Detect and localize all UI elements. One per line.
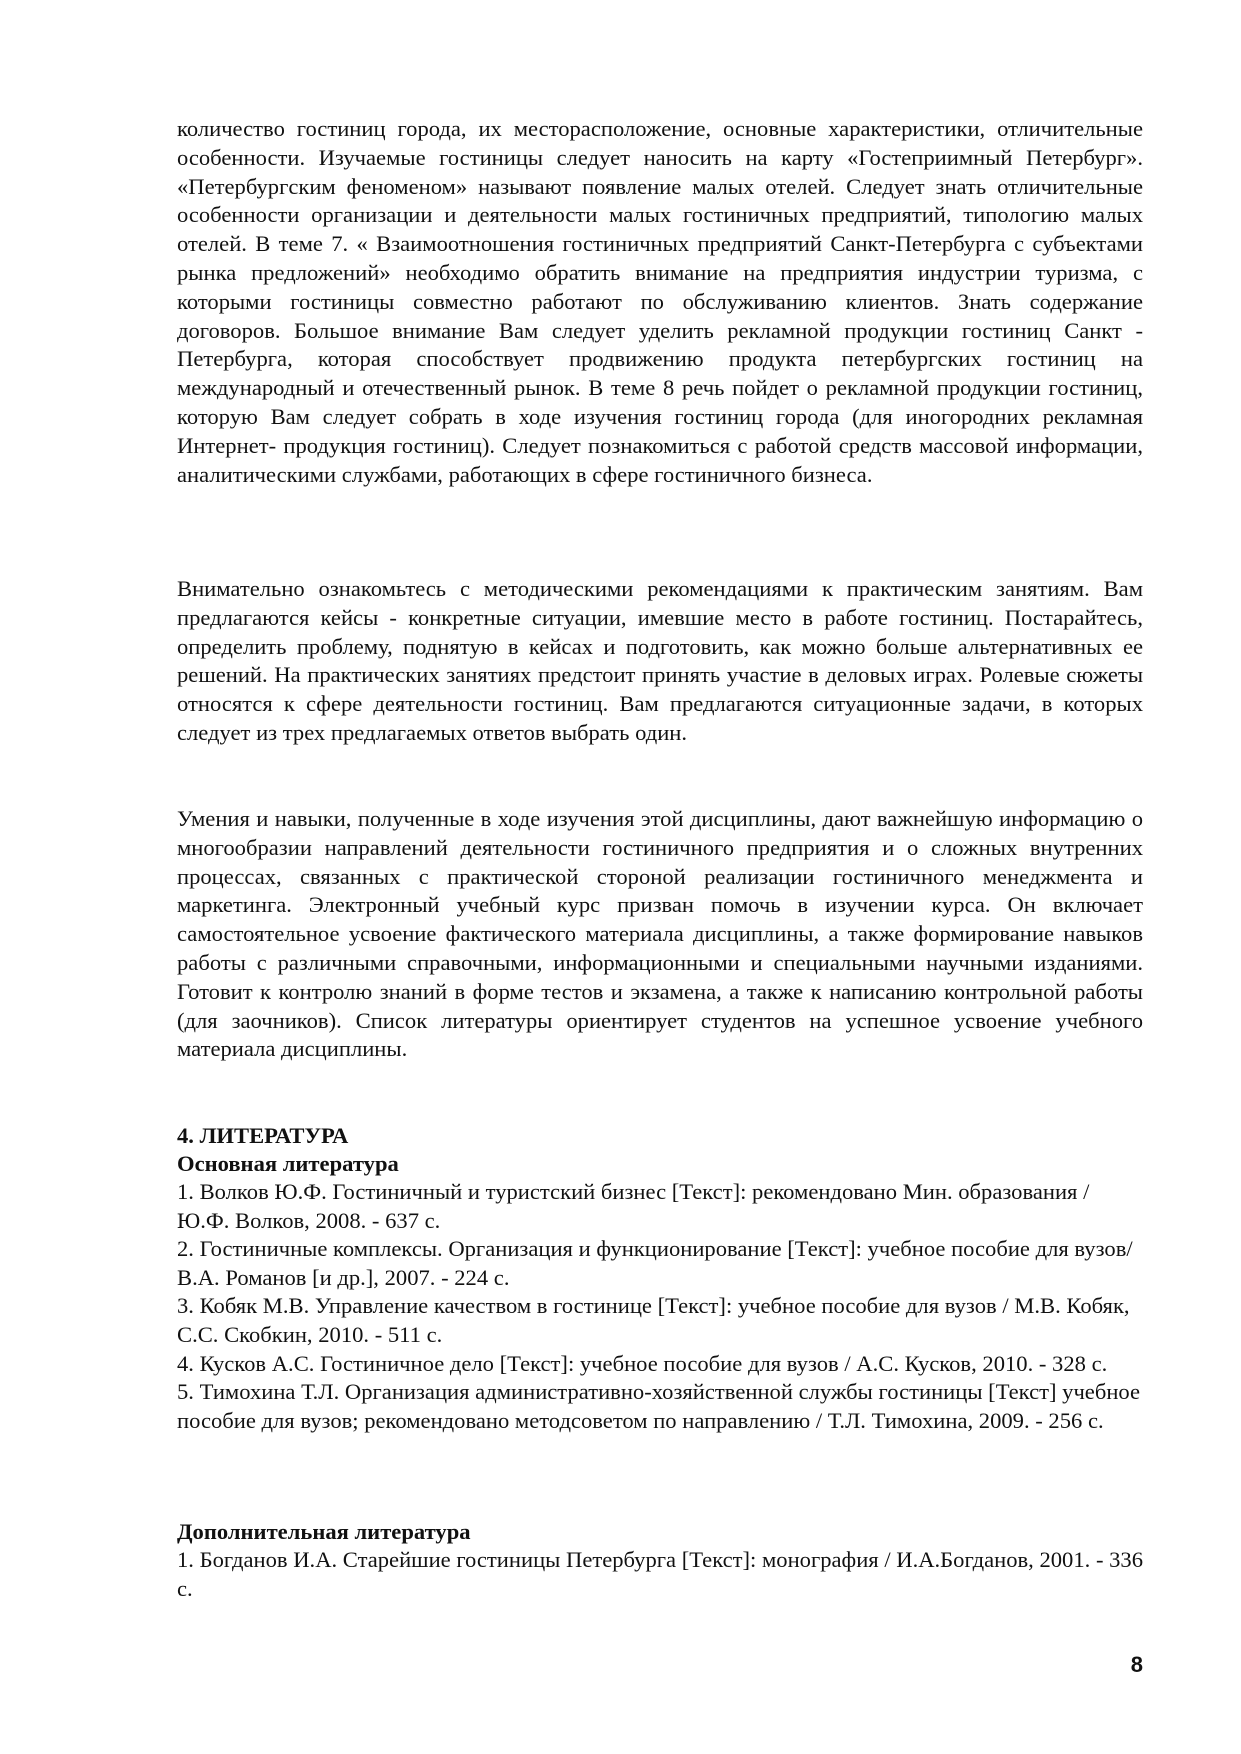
main-literature-list — [177, 1178, 1143, 1435]
page-number: 8 — [1130, 1652, 1143, 1677]
literature-item: 5. Тимохина Т.Л. Организация административно-хозяйственной службы гостиницы [Текст] учебное пособие для вузов; рекомендовано методсоветом по направлению / Т.Л. Тимохина, 2009. - 256 с. — [177, 1379, 1141, 1433]
paragraph-body-2: Внимательно ознакомьтесь с методическими рекомендациями к практическим занятиям. Вам предлагаются кейсы - конкретные ситуации, имевшие место в работе гостиниц. Постарайтесь, определить проблему, поднятую в кейсах и подготовить, как можно больше альтернативных ее решений. На практических занятиях предстоит принять участие в деловых играх. Ролевые сюжеты относятся к сфере деятельности гостиниц. Вам предлагаются ситуационные задачи, в которых следует из трех предлагаемых ответов выбрать один. — [177, 576, 1143, 745]
literature-heading: 4. ЛИТЕРАТУРА — [177, 1123, 349, 1148]
literature-item: 1. Волков Ю.Ф. Гостиничный и туристский бизнес [Текст]: рекомендовано Мин. образования / Ю.Ф. Волков, 2008. - 637 с. — [177, 1179, 1090, 1233]
literature-item: 1. Богданов И.А. Старейшие гостиницы Петербурга [Текст]: монография / И.А.Богданов, 2001. - 336 с. — [177, 1547, 1144, 1601]
paragraph-body-3: Умения и навыки, полученные в ходе изучения этой дисциплины, дают важнейшую информацию о многообразии направлений деятельности гостиничного предприятия и о сложных внутренних процессах, связанных с практической стороной реализации гостиничного менеджмента и маркетинга. Электронный учебный курс призван помочь в изучении курса. Он включает самостоятельное усвоение фактического материала дисциплины, а также формирование навыков работы с различными справочными, информационными и специальными научными изданиями. Готовит к контролю знаний в форме тестов и экзамена, а также к написанию контрольной работы (для заочников). Список литературы ориентирует студентов на успешное усвоение учебного материала дисциплины. — [177, 806, 1143, 1062]
extra-literature-list — [177, 1546, 1143, 1603]
paragraph-body-1: количество гостиниц города, их месторасположение, основные характеристики, отличительные особенности. Изучаемые гостиницы следует наносить на карту «Гостеприимный Петербург». «Петербургским феноменом» называют появление малых отелей. Следует знать отличительные особенности организации и деятельности малых гостиничных предприятий, типологию малых отелей. В теме 7. « Взаимоотношения гостиничных предприятий Санкт-Петербурга с субъектами рынка предложений» необходимо обратить внимание на предприятия индустрии туризма, с которыми гостиницы совместно работают по обслуживанию клиентов. Знать содержание договоров. Большое внимание Вам следует уделить рекламной продукции гостиниц Санкт - Петербурга, которая способствует продвижению продукта петербургских гостиниц на международный и отечественный рынок. В теме 8 речь пойдет о рекламной продукции гостиниц, которую Вам следует собрать в ходе изучения гостиниц города (для иногородних рекламная Интернет- продукция гостиниц). Следует познакомиться с работой средств массовой информации, аналитическими службами, работающих в сфере гостиничного бизнеса. — [177, 116, 1143, 487]
literature-item: 4. Кусков А.С. Гостиничное дело [Текст]: учебное пособие для вузов / А.С. Кусков, 2010. - 328 с. — [177, 1350, 1108, 1376]
literature-item: 2. Гостиничные комплексы. Организация и функционирование [Текст]: учебное пособие для вузов/ В.А. Романов [и др.], 2007. - 224 с. — [177, 1236, 1133, 1290]
main-literature-title: Основная литература — [177, 1151, 399, 1176]
literature-item: 3. Кобяк М.В. Управление качеством в гостинице [Текст]: учебное пособие для вузов / М.В. Кобяк, С.С. Скобкин, 2010. - 511 с. — [177, 1293, 1130, 1347]
extra-literature-title: Дополнительная литература — [177, 1519, 471, 1544]
